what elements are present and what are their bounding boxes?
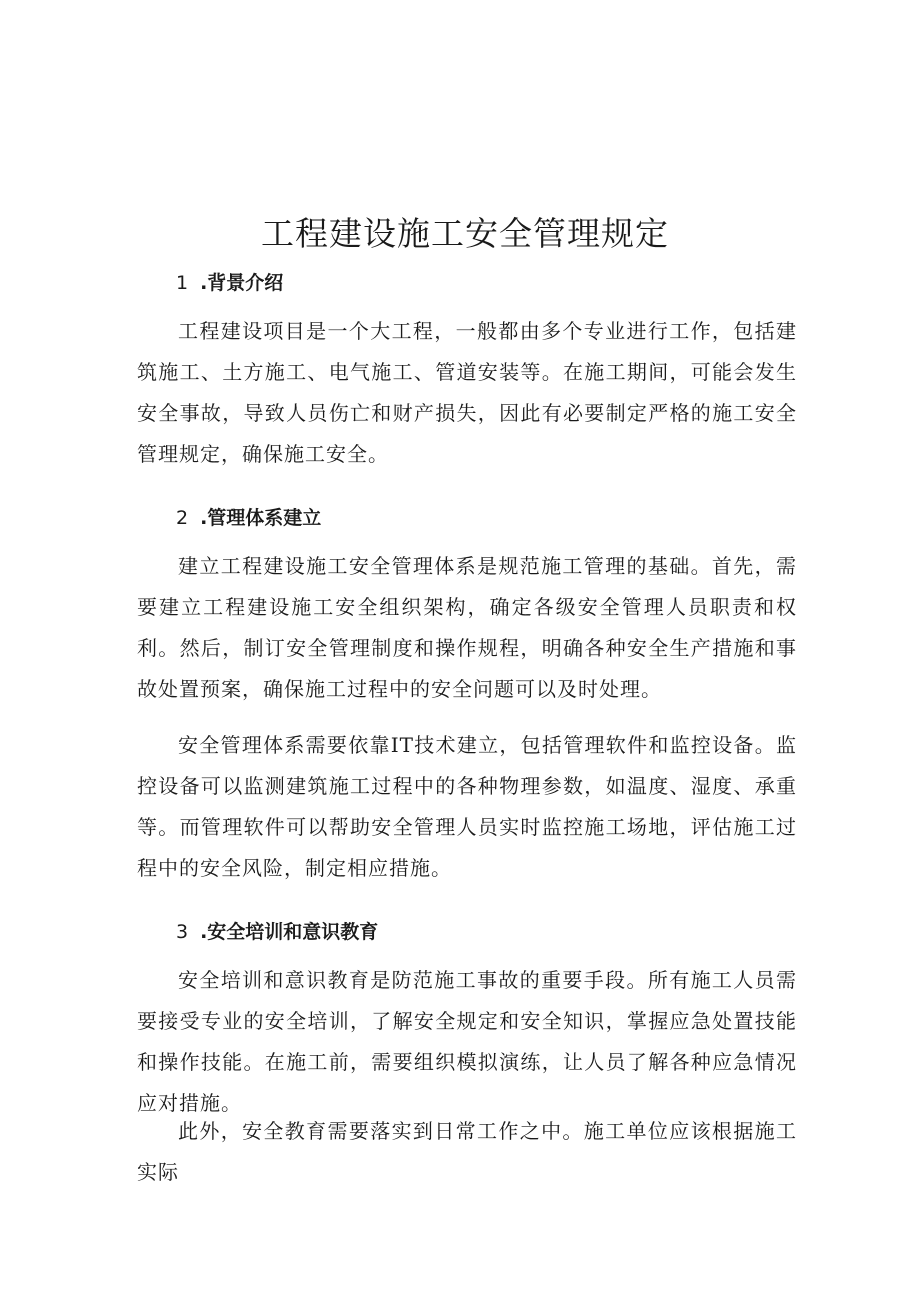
section-title: .管理体系建立 <box>200 507 322 529</box>
document-title: 工程建设施工安全管理规定 <box>261 214 669 253</box>
section-title: .背景介绍 <box>200 272 284 294</box>
section-2-paragraph-2: 安全管理体系需要依靠IT技术建立，包括管理软件和监控设备。监控设备可以监测建筑施工过程中的各种物理参数，如温度、湿度、承重等。而管理软件可以帮助安全管理人员实时监控施工场地，评估施工过程中的安全风险，制定相应措施。 <box>137 733 797 880</box>
section-heading-3 <box>176 917 378 944</box>
section-3-paragraph-1: 安全培训和意识教育是防范施工事故的重要手段。所有施工人员需要接受专业的安全培训，了解安全规定和安全知识，掌握应急处置技能和操作技能。在施工前，需要组织模拟演练，让人员了解各种应急情况应对措施。 <box>137 968 797 1115</box>
section-title: .安全培训和意识教育 <box>200 921 379 943</box>
section-number: 3 <box>176 921 189 943</box>
section-number: 1 <box>176 272 189 294</box>
section-number: 2 <box>176 507 189 529</box>
section-heading-1 <box>176 268 283 295</box>
section-1-paragraph-1: 工程建设项目是一个大工程，一般都由多个专业进行工作，包括建筑施工、土方施工、电气施工、管道安装等。在施工期间，可能会发生安全事故，导致人员伤亡和财产损失，因此有必要制定严格的施工安全管理规定，确保施工安全。 <box>137 319 797 466</box>
section-3-paragraph-2: 此外，安全教育需要落实到日常工作之中。施工单位应该根据施工实际 <box>137 1119 797 1184</box>
section-2-paragraph-1: 建立工程建设施工安全管理体系是规范施工管理的基础。首先，需要建立工程建设施工安全组织架构，确定各级安全管理人员职责和权利。然后，制订安全管理制度和操作规程，明确各种安全生产措施和事故处置预案，确保施工过程中的安全问题可以及时处理。 <box>137 554 797 701</box>
section-heading-2 <box>176 503 321 530</box>
